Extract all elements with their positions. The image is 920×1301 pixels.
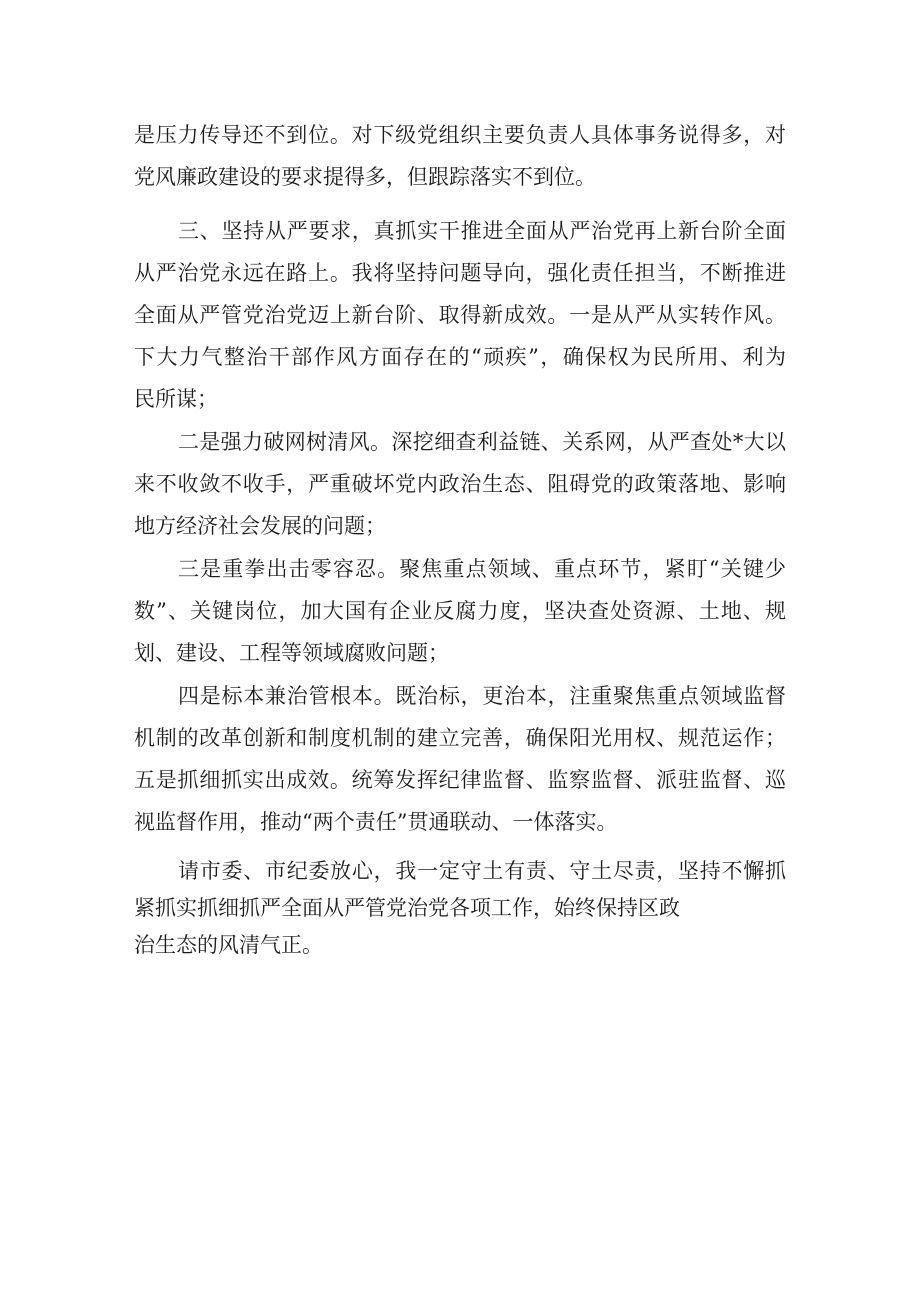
paragraph-5-line-4: 视监督作用，推动“两个责任”贯通联动、一体落实。 (134, 810, 618, 834)
paragraph-2-line-3: 全面从严管党治党迈上新台阶、取得新成效。一是从严从实转作风。 (134, 303, 786, 327)
paragraph-4-line-3: 划、建设、工程等领域腐败问题； (134, 641, 449, 665)
paragraph-5-line-2: 机制的改革创新和制度机制的建立完善，确保阳光用权、规范运作； (134, 726, 786, 750)
paragraph-3-line-1: 二是强力破网树清风。深挖细查利益链、关系网，从严查处*大以 (178, 430, 786, 454)
paragraph-3-line-2: 来不收敛不收手，严重破坏党内政治生态、阻碍党的政策落地、影响 (134, 472, 786, 496)
paragraph-2-line-5: 民所谋； (134, 387, 218, 411)
paragraph-6-line-1: 请市委、市纪委放心，我一定守土有责、守土尽责，坚持不懈抓 (178, 859, 786, 883)
paragraph-2-line-2: 从严治党永远在路上。我将坚持问题导向，强化责任担当，不断推进 (134, 261, 786, 285)
paragraph-6-line-3: 治生态的风清气正。 (134, 933, 323, 957)
paragraph-5-line-3: 五是抓细抓实出成效。统筹发挥纪律监督、监察监督、派驻监督、巡 (134, 768, 786, 792)
paragraph-4-line-1: 三是重拳出击零容忍。聚焦重点领域、重点环节，紧盯“关键少 (178, 557, 786, 581)
paragraph-6-line-2: 紧抓实抓细抓严全面从严管党治党各项工作，始终保持区政 (134, 896, 680, 920)
paragraph-1-line-1: 是压力传导还不到位。对下级党组织主要负责人具体事务说得多，对 (134, 123, 786, 147)
paragraph-2-line-4: 下大力气整治干部作风方面存在的“顽疾”，确保权为民所用、利为 (134, 345, 786, 369)
paragraph-2-line-1: 三、坚持从严要求，真抓实干推进全面从严治党再上新台阶全面 (178, 219, 786, 243)
paragraph-4-line-2: 数”、关键岗位，加大国有企业反腐力度，坚决查处资源、土地、规 (134, 599, 786, 623)
paragraph-1-line-2: 党风廉政建设的要求提得多，但跟踪落实不到位。 (134, 165, 596, 189)
paragraph-5-line-1: 四是标本兼治管根本。既治标，更治本，注重聚焦重点领域监督 (178, 684, 786, 708)
paragraph-3-line-3: 地方经济社会发展的问题； (134, 514, 386, 538)
